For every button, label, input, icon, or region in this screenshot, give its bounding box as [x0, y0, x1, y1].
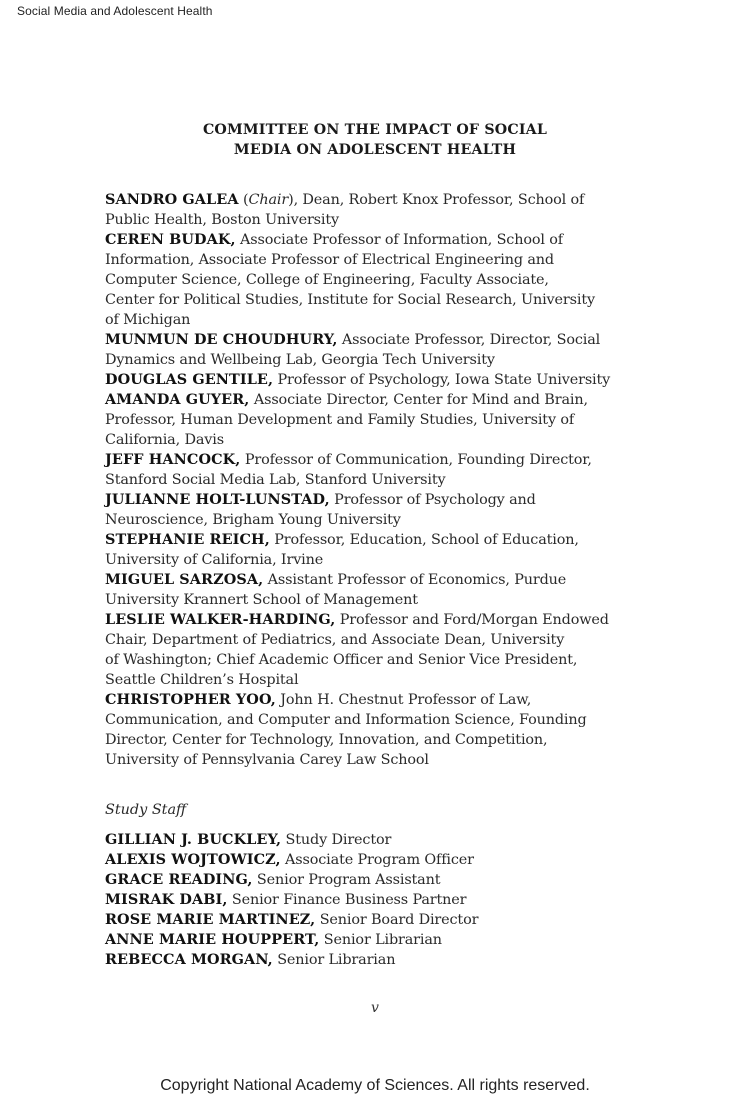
committee-title-line-1: COMMITTEE ON THE IMPACT OF SOCIAL: [202, 122, 548, 138]
member-affiliation-line: Professor, Education, School of Education,: [269, 532, 579, 548]
staff-member-entry: [105, 830, 478, 850]
staff-name: GILLIAN J. BUCKLEY,: [105, 831, 282, 848]
committee-member-entry: [105, 490, 665, 530]
member-name: SANDRO GALEA: [105, 191, 239, 208]
member-name: CEREN BUDAK,: [105, 231, 236, 248]
member-affiliation-line: Professor of Psychology and: [329, 492, 536, 508]
member-name: JEFF HANCOCK,: [105, 451, 241, 468]
staff-member-entry: [105, 850, 478, 870]
member-affiliation-line: John H. Chestnut Professor of Law,: [275, 692, 532, 708]
member-name: DOUGLAS GENTILE,: [105, 371, 274, 388]
study-staff-list: [105, 830, 478, 970]
member-affiliation-line: Public Health, Boston University: [105, 212, 339, 228]
member-affiliation-line: Stanford Social Media Lab, Stanford University: [105, 472, 446, 488]
member-affiliation-line: University of California, Irvine: [105, 552, 324, 568]
member-affiliation-line: University Krannert School of Management: [105, 592, 418, 608]
staff-member-entry: [105, 870, 478, 890]
committee-member-entry: [105, 450, 665, 490]
staff-title: Senior Librarian: [272, 952, 396, 968]
staff-title: Senior Program Assistant: [252, 872, 441, 888]
staff-member-entry: [105, 890, 478, 910]
committee-member-entry: SANDRO GALEA (Chair), Dean, Robert Knox Professor, School of Public Health, Boston University: [105, 190, 665, 230]
member-name: AMANDA GUYER,: [105, 391, 250, 408]
member-name: LESLIE WALKER-HARDING,: [105, 611, 336, 628]
member-affiliation-line: , Dean, Robert Knox Professor, School of: [293, 192, 585, 208]
member-affiliation-line: Associate Professor, Director, Social: [337, 332, 601, 348]
member-name: MIGUEL SARZOSA,: [105, 571, 264, 588]
member-name: MUNMUN DE CHOUDHURY,: [105, 331, 338, 348]
member-affiliation-line: Computer Science, College of Engineering, Faculty Associate,: [105, 272, 549, 288]
member-affiliation-line: Neuroscience, Brigham Young University: [105, 512, 401, 528]
member-affiliation-line: University of Pennsylvania Carey Law School: [105, 752, 429, 768]
committee-title: [0, 120, 750, 160]
committee-member-entry: [105, 230, 665, 330]
staff-member-entry: [105, 950, 478, 970]
staff-title: Study Director: [281, 832, 392, 848]
staff-title: Senior Board Director: [315, 912, 479, 928]
member-affiliation-line: Associate Director, Center for Mind and Brain,: [249, 392, 588, 408]
member-affiliation-line: Professor of Communication, Founding Director,: [240, 452, 592, 468]
member-affiliation-line: Professor of Psychology, Iowa State University: [273, 372, 611, 388]
committee-member-entry: [105, 330, 665, 370]
staff-name: ANNE MARIE HOUPPERT,: [105, 931, 320, 948]
staff-name: MISRAK DABI,: [105, 891, 228, 908]
running-header-title: Social Media and Adolescent Health: [17, 4, 213, 18]
committee-member-entry: [105, 530, 665, 570]
staff-title: Senior Librarian: [319, 932, 442, 948]
member-affiliation-line: Information, Associate Professor of Electrical Engineering and: [105, 252, 554, 268]
member-affiliation-line: of Washington; Chief Academic Officer and Senior Vice President,: [105, 652, 578, 668]
staff-name: ROSE MARIE MARTINEZ,: [105, 911, 316, 928]
committee-member-entry: [105, 390, 665, 450]
member-affiliation-line: Center for Political Studies, Institute for Social Research, University: [105, 292, 595, 308]
member-affiliation-line: Professor, Human Development and Family Studies, University of: [105, 412, 575, 428]
member-name: CHRISTOPHER YOO,: [105, 691, 276, 708]
committee-member-entry: [105, 570, 665, 610]
committee-member-entry: [105, 610, 665, 690]
committee-title-line-2: MEDIA ON ADOLESCENT HEALTH: [233, 142, 517, 158]
member-affiliation-line: California, Davis: [105, 432, 224, 448]
member-role-note: Chair: [248, 192, 289, 208]
staff-member-entry: [105, 910, 478, 930]
member-affiliation-line: Seattle Children’s Hospital: [105, 672, 299, 688]
study-staff-heading: Study Staff: [105, 802, 187, 818]
staff-title: Associate Program Officer: [280, 852, 474, 868]
member-affiliation-line: Communication, and Computer and Information Science, Founding: [105, 712, 587, 728]
staff-name: ALEXIS WOJTOWICZ,: [105, 851, 281, 868]
staff-title: Senior Finance Business Partner: [227, 892, 467, 908]
member-affiliation-line: Associate Professor of Information, School of: [235, 232, 563, 248]
member-affiliation-line: Chair, Department of Pediatrics, and Associate Dean, University: [105, 632, 565, 648]
committee-member-list: [105, 190, 665, 770]
committee-member-entry: [105, 690, 665, 770]
member-affiliation-line: Assistant Professor of Economics, Purdue: [263, 572, 567, 588]
member-affiliation-line: of Michigan: [105, 312, 191, 328]
member-affiliation-line: Professor and Ford/Morgan Endowed: [335, 612, 609, 628]
committee-member-entry: [105, 370, 665, 390]
copyright-notice: Copyright National Academy of Sciences. All rights reserved.: [160, 1077, 590, 1094]
member-name: JULIANNE HOLT-LUNSTAD,: [105, 491, 330, 508]
staff-name: GRACE READING,: [105, 871, 253, 888]
member-affiliation-line: Dynamics and Wellbeing Lab, Georgia Tech University: [105, 352, 495, 368]
staff-name: REBECCA MORGAN,: [105, 951, 273, 968]
member-name: STEPHANIE REICH,: [105, 531, 270, 548]
page-number: v: [371, 1000, 379, 1016]
member-affiliation-line: Director, Center for Technology, Innovation, and Competition,: [105, 732, 548, 748]
staff-member-entry: [105, 930, 478, 950]
